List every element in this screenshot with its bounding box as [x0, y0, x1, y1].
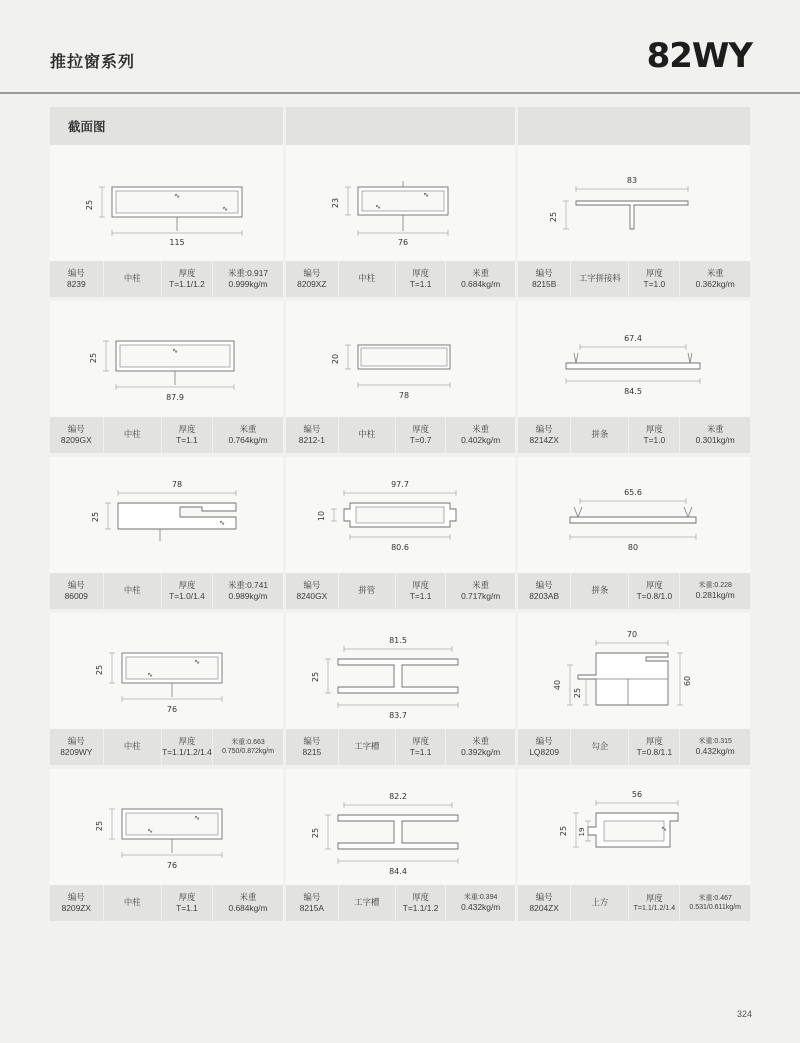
- code-value: 8215B: [532, 279, 557, 289]
- profile-drawing-8209gx: [50, 301, 283, 417]
- weight-field: [213, 261, 283, 297]
- thickness-value: T=1.1: [409, 591, 432, 601]
- series-code: 82WY: [646, 36, 752, 76]
- weight-field: [680, 885, 750, 921]
- svg-text:25: 25: [311, 671, 320, 683]
- code-label: 编号: [535, 579, 553, 590]
- code-value: 8209ZX: [61, 903, 91, 913]
- profile-cell: [518, 301, 750, 453]
- weight-value: 0.281kg/m: [695, 590, 735, 601]
- thickness-field: [162, 261, 213, 297]
- svg-text:80: 80: [627, 543, 639, 552]
- code-value: 8209WY: [60, 747, 93, 757]
- code-value: 8215A: [299, 903, 324, 913]
- svg-text:∿: ∿: [194, 658, 200, 666]
- weight-label: 米重: [706, 423, 724, 434]
- profile-cell: [50, 145, 286, 297]
- thickness-field: [396, 885, 446, 921]
- weight-value: 0.432kg/m: [461, 902, 501, 913]
- code-label: 编号: [303, 735, 321, 746]
- code-value: 8209GX: [60, 435, 92, 445]
- profile-drawing-8215b: [518, 145, 750, 261]
- profile-table: [50, 107, 750, 921]
- svg-text:115: 115: [169, 238, 185, 247]
- code-value: 86009: [64, 591, 88, 601]
- table-row: [50, 457, 750, 609]
- type-value: 上方: [591, 897, 609, 908]
- code-field: [50, 261, 104, 297]
- type-value: 中柱: [123, 273, 141, 284]
- code-label: 编号: [67, 891, 85, 902]
- weight-field: [213, 885, 283, 921]
- weight-value: 0.684kg/m: [461, 279, 501, 289]
- code-value: 8215: [302, 747, 322, 757]
- svg-text:10: 10: [317, 510, 326, 522]
- thickness-value: T=1.0: [643, 279, 666, 289]
- code-label: 编号: [535, 267, 553, 278]
- weight-label: 米重: [472, 267, 489, 278]
- svg-text:84.5: 84.5: [624, 387, 642, 396]
- svg-text:70: 70: [626, 630, 638, 639]
- thickness-label: 厚度: [646, 735, 663, 746]
- code-value: 8209XZ: [297, 279, 327, 289]
- table-row: [50, 769, 750, 921]
- code-label: 编号: [67, 579, 85, 590]
- weight-value: 0.684kg/m: [228, 903, 268, 913]
- weight-value: 0.531/0.611kg/m: [689, 904, 741, 911]
- thickness-label: 厚度: [178, 579, 196, 590]
- code-field: [518, 417, 571, 453]
- title-cell-3: [518, 107, 750, 145]
- code-label: 编号: [303, 579, 321, 590]
- svg-text:78: 78: [398, 391, 410, 400]
- profile-cell: [50, 769, 286, 921]
- type-value: 中柱: [358, 429, 376, 440]
- weight-value: 0.362kg/m: [695, 279, 735, 289]
- weight-label: 米重:0.315: [698, 737, 732, 745]
- code-field: [50, 885, 104, 921]
- thickness-label: 厚度: [412, 267, 429, 278]
- type-value: 拼管: [358, 585, 376, 596]
- type-field: [571, 417, 629, 453]
- weight-label: 米重:0.228: [698, 581, 732, 589]
- svg-text:67.4: 67.4: [624, 334, 642, 343]
- svg-text:20: 20: [331, 353, 340, 365]
- thickness-value: T=1.0: [643, 435, 666, 445]
- title-cell-1: [50, 107, 286, 145]
- svg-text:25: 25: [89, 352, 98, 364]
- page-header: [0, 36, 800, 94]
- weight-label: 米重: [472, 423, 489, 434]
- type-value: 工字拼接料: [578, 273, 621, 284]
- thickness-field: [629, 261, 680, 297]
- profile-cell: [286, 769, 518, 921]
- svg-text:19: 19: [578, 827, 586, 837]
- type-field: [571, 885, 629, 921]
- profile-info: [518, 417, 750, 453]
- thickness-label: 厚度: [178, 735, 196, 746]
- weight-field: [680, 729, 750, 765]
- thickness-value: T=0.7: [409, 435, 432, 445]
- series-title: 推拉窗系列: [50, 54, 136, 71]
- thickness-label: 厚度: [412, 423, 429, 434]
- thickness-value: T=0.8/1.0: [636, 591, 673, 601]
- code-value: 8204ZX: [529, 903, 559, 913]
- profile-drawing-8239: [50, 145, 283, 261]
- type-value: 中柱: [123, 897, 141, 908]
- code-field: [286, 885, 339, 921]
- thickness-label: 厚度: [646, 579, 663, 590]
- weight-field: [446, 261, 515, 297]
- thickness-label: 厚度: [178, 891, 196, 902]
- profile-info: [50, 729, 283, 765]
- thickness-value: T=1.1/1.2/1.4: [633, 904, 676, 912]
- weight-field: [680, 261, 750, 297]
- type-field: [104, 573, 162, 609]
- svg-text:81.5: 81.5: [389, 636, 407, 645]
- type-field: [339, 261, 396, 297]
- code-field: [286, 729, 339, 765]
- weight-value: 0.402kg/m: [461, 435, 501, 445]
- thickness-field: [162, 417, 213, 453]
- weight-value: 0.392kg/m: [461, 747, 501, 757]
- code-label: 编号: [303, 423, 321, 434]
- profile-drawing-8209xz: [286, 145, 515, 261]
- weight-label: 米重:0.394: [463, 893, 498, 901]
- code-label: 编号: [303, 891, 321, 902]
- profile-drawing-8212-1: [286, 301, 515, 417]
- type-field: [339, 573, 396, 609]
- table-row: [50, 301, 750, 453]
- code-value: 8240GX: [296, 591, 328, 601]
- svg-text:25: 25: [85, 199, 94, 211]
- page-number: 324: [736, 1009, 752, 1019]
- thickness-field: [162, 885, 213, 921]
- profile-drawing-86009: [50, 457, 283, 573]
- profile-drawing-8214zx: [518, 301, 750, 417]
- thickness-field: [629, 885, 680, 921]
- weight-label: 米重: [472, 735, 489, 746]
- svg-text:∿: ∿: [174, 192, 180, 200]
- type-field: [339, 729, 396, 765]
- profile-cell: [50, 613, 286, 765]
- profile-cell: [518, 769, 750, 921]
- weight-value: 0.989kg/m: [228, 591, 268, 601]
- profile-info: [286, 729, 515, 765]
- code-value: 8212-1: [298, 435, 325, 445]
- type-value: 工字槽: [354, 741, 380, 752]
- profile-info: [286, 573, 515, 609]
- code-value: LQ8209: [529, 747, 560, 757]
- type-value: 拼条: [591, 429, 609, 440]
- profile-cell: [518, 145, 750, 297]
- type-field: [104, 417, 162, 453]
- section-title-2: [286, 107, 515, 117]
- svg-text:∿: ∿: [147, 827, 153, 835]
- weight-label: 米重:0.663: [231, 738, 265, 746]
- svg-text:97.7: 97.7: [391, 480, 409, 489]
- code-field: [518, 729, 571, 765]
- type-value: 中柱: [358, 273, 376, 284]
- thickness-value: T=1.1: [409, 279, 432, 289]
- type-field: [571, 573, 629, 609]
- thickness-value: T=1.1/1.2/1.4: [162, 747, 212, 757]
- profile-info: [286, 417, 515, 453]
- type-value: 拼条: [591, 585, 609, 596]
- profile-cell: [286, 613, 518, 765]
- profile-info: [286, 885, 515, 921]
- weight-field: [446, 417, 515, 453]
- table-row: [50, 613, 750, 765]
- code-field: [286, 261, 339, 297]
- weight-value: 0.432kg/m: [695, 746, 735, 757]
- thickness-value: T=1.1: [409, 747, 432, 757]
- profile-drawing-8209zx: [50, 769, 283, 885]
- svg-text:83: 83: [626, 176, 638, 185]
- code-label: 编号: [67, 423, 85, 434]
- type-value: 中柱: [123, 429, 141, 440]
- profile-drawing-8204zx: [518, 769, 750, 885]
- type-value: 中柱: [123, 741, 141, 752]
- code-field: [518, 573, 571, 609]
- weight-field: [213, 729, 283, 765]
- svg-text:∿: ∿: [375, 203, 381, 211]
- type-field: [339, 885, 396, 921]
- code-label: 编号: [535, 891, 553, 902]
- svg-text:82.2: 82.2: [389, 792, 407, 801]
- svg-text:83.7: 83.7: [389, 711, 407, 720]
- profile-cell: [286, 457, 518, 609]
- weight-label: 米重:0.917: [228, 267, 269, 278]
- thickness-field: [629, 573, 680, 609]
- svg-text:∿: ∿: [219, 519, 225, 527]
- svg-text:23: 23: [331, 197, 340, 209]
- profile-cell: [50, 457, 286, 609]
- section-title-3: [518, 107, 750, 117]
- thickness-field: [629, 729, 680, 765]
- weight-value: 0.750/0.872kg/m: [221, 748, 275, 755]
- code-value: 8214ZX: [529, 435, 559, 445]
- code-label: 编号: [535, 423, 553, 434]
- svg-text:25: 25: [91, 511, 100, 523]
- profile-cell: [518, 457, 750, 609]
- profile-drawing-8240gx: [286, 457, 515, 573]
- weight-field: [680, 573, 750, 609]
- code-field: [518, 885, 571, 921]
- thickness-value: T=1.1/1.2: [169, 279, 205, 289]
- thickness-label: 厚度: [412, 735, 429, 746]
- weight-label: 米重: [706, 267, 724, 278]
- code-label: 编号: [67, 267, 85, 278]
- code-value: 8203AB: [529, 591, 560, 601]
- type-value: 勾企: [591, 741, 609, 752]
- svg-text:∿: ∿: [222, 205, 228, 213]
- thickness-field: [396, 417, 446, 453]
- svg-text:40: 40: [553, 679, 562, 691]
- weight-label: 米重:0.467: [698, 894, 732, 902]
- table-row: [50, 145, 750, 297]
- thickness-value: T=1.1: [176, 435, 198, 445]
- svg-text:84.4: 84.4: [389, 867, 407, 876]
- profile-drawing-8203ab: [518, 457, 750, 573]
- thickness-label: 厚度: [646, 892, 663, 903]
- profile-drawing-8215: [286, 613, 515, 729]
- weight-label: 米重:0.741: [228, 579, 269, 590]
- type-field: [104, 729, 162, 765]
- section-title: 截面图: [68, 120, 106, 134]
- weight-value: 0.764kg/m: [228, 435, 268, 445]
- type-field: [104, 885, 162, 921]
- type-value: 中柱: [123, 585, 141, 596]
- thickness-label: 厚度: [412, 579, 429, 590]
- thickness-field: [162, 729, 213, 765]
- thickness-label: 厚度: [412, 891, 429, 902]
- weight-value: 0.999kg/m: [228, 279, 268, 289]
- svg-text:78: 78: [171, 480, 183, 489]
- type-field: [339, 417, 396, 453]
- thickness-field: [396, 261, 446, 297]
- weight-field: [446, 885, 515, 921]
- table-title-bar: [50, 107, 750, 145]
- code-field: [50, 729, 104, 765]
- profile-info: [518, 261, 750, 297]
- svg-text:76: 76: [166, 705, 178, 714]
- code-field: [286, 573, 339, 609]
- svg-text:∿: ∿: [194, 814, 200, 822]
- thickness-label: 厚度: [646, 267, 663, 278]
- weight-label: 米重: [472, 579, 489, 590]
- code-label: 编号: [67, 735, 85, 746]
- code-field: [286, 417, 339, 453]
- svg-text:25: 25: [549, 211, 558, 223]
- svg-text:25: 25: [95, 664, 104, 676]
- profile-info: [50, 417, 283, 453]
- svg-text:∿: ∿: [147, 671, 153, 679]
- svg-text:∿: ∿: [172, 347, 178, 355]
- weight-field: [446, 729, 515, 765]
- svg-text:25: 25: [95, 820, 104, 832]
- type-field: [571, 729, 629, 765]
- svg-text:25: 25: [559, 825, 568, 837]
- weight-label: 米重: [239, 891, 257, 902]
- weight-field: [680, 417, 750, 453]
- weight-field: [446, 573, 515, 609]
- profile-cell: [286, 301, 518, 453]
- svg-text:60: 60: [683, 675, 692, 687]
- svg-text:76: 76: [397, 238, 409, 247]
- profile-info: [50, 261, 283, 297]
- code-label: 编号: [535, 735, 553, 746]
- type-field: [104, 261, 162, 297]
- weight-value: 0.301kg/m: [695, 435, 735, 445]
- svg-text:65.6: 65.6: [624, 488, 642, 497]
- thickness-value: T=1.0/1.4: [169, 591, 205, 601]
- thickness-value: T=0.8/1.1: [636, 747, 673, 757]
- code-label: 编号: [303, 267, 321, 278]
- profile-info: [518, 729, 750, 765]
- thickness-field: [162, 573, 213, 609]
- profile-info: [286, 261, 515, 297]
- svg-text:∿: ∿: [661, 825, 667, 833]
- weight-field: [213, 417, 283, 453]
- profile-cell: [518, 613, 750, 765]
- profile-drawing-lq8209: [518, 613, 750, 729]
- code-value: 8239: [66, 279, 86, 289]
- thickness-value: T=1.1: [176, 903, 198, 913]
- profile-info: [518, 573, 750, 609]
- profile-info: [518, 885, 750, 921]
- type-field: [571, 261, 629, 297]
- svg-text:∿: ∿: [423, 191, 429, 199]
- svg-text:25: 25: [573, 687, 582, 699]
- svg-text:56: 56: [631, 790, 643, 799]
- profile-info: [50, 885, 283, 921]
- svg-text:80.6: 80.6: [391, 543, 409, 552]
- profile-drawing-8209wy: [50, 613, 283, 729]
- thickness-label: 厚度: [646, 423, 663, 434]
- thickness-field: [629, 417, 680, 453]
- code-field: [518, 261, 571, 297]
- thickness-value: T=1.1/1.2: [402, 903, 439, 913]
- code-field: [50, 573, 104, 609]
- svg-text:25: 25: [311, 827, 320, 839]
- weight-field: [213, 573, 283, 609]
- thickness-label: 厚度: [178, 267, 196, 278]
- weight-value: 0.717kg/m: [461, 591, 501, 601]
- profile-info: [50, 573, 283, 609]
- svg-text:87.9: 87.9: [166, 393, 184, 402]
- title-cell-2: [286, 107, 518, 145]
- profile-cell: [50, 301, 286, 453]
- thickness-field: [396, 729, 446, 765]
- profile-drawing-8215a: [286, 769, 515, 885]
- svg-text:76: 76: [166, 861, 178, 870]
- weight-label: 米重: [239, 423, 257, 434]
- profile-cell: [286, 145, 518, 297]
- thickness-field: [396, 573, 446, 609]
- thickness-label: 厚度: [178, 423, 196, 434]
- code-field: [50, 417, 104, 453]
- type-value: 工字槽: [354, 897, 380, 908]
